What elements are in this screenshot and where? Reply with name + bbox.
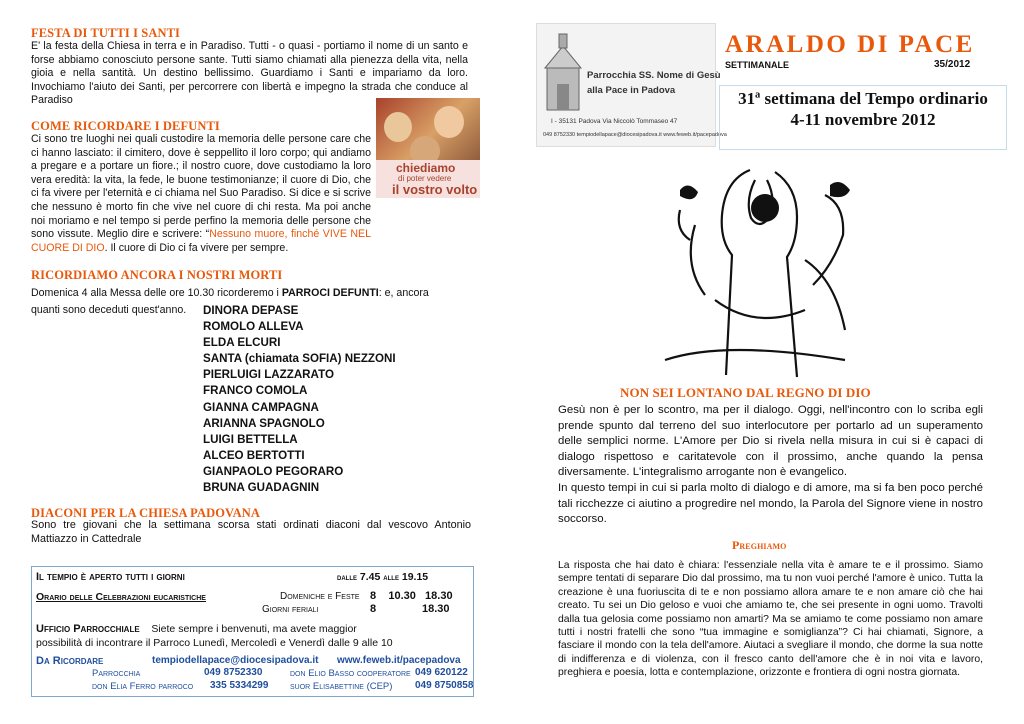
newsletter-title: ARALDO DI PACE	[725, 31, 975, 58]
vangelo-text-2: In questo tempi in cui si parla molto di dialogo e di amore, ma si fa ben poco perché tali ricchezze ci aiutino a progredire nel mondo, la Parola del Signore viene in nostro soccorso.	[558, 482, 983, 526]
week-box	[719, 85, 1007, 150]
church-icon	[541, 32, 585, 112]
name-item: GIANNA CAMPAGNA	[203, 400, 319, 414]
don-elia-tel: 335 5334299	[210, 680, 269, 691]
tempio-row: Il tempio è aperto tutti i giorni	[36, 571, 185, 583]
feriali-times: 8 18.30	[370, 603, 450, 615]
preghiamo-text: La risposta che hai dato è chiara: l'essenziale nella vita è amare te e il prossimo. Siamo sempre tentati di separare Dio dal prossimo, ma tu non vuoi perché l'amore è unico. Tutta la creazione è una fuoriuscita di te e non possiamo allora amare te e non amare ciò che hai creato. Tu sei un Dio geloso e vuoi che amiamo te, che sei presente in ogni uomo. Travolti dalla tua gelosia come possiamo non amarti? Ma se amiamo te come possiamo non amare tutti i nostri fratelli che sono “tua immagine e somiglianza”? Ci hai chiamati, Signore, a fasciare il mondo con la tela dell'amore. Aiutaci a svegliare il mondo, che dorme la sua notte di indifferenza e di violenza, con il fresco canto dell'amore che è in noi vita e lavoro, preghiera e poesia, lotta e contemplazione, orizzonte e frontiera di ogni nostra giornata.	[558, 560, 983, 679]
name-item: ARIANNA SPAGNOLO	[203, 416, 325, 430]
stamp-contacts: 049 8752330 tempiodellapace@diocesipadova.it www.feweb.it/pacepadova	[543, 132, 727, 138]
ricordare-title: COME RICORDARE I DEFUNTI	[31, 119, 220, 133]
morti-intro-2: quanti sono deceduti quest'anno.	[31, 304, 187, 316]
parrocchia-label: Parrocchia	[92, 668, 141, 679]
week-label: 31ª settimana del Tempo ordinario	[738, 89, 988, 108]
ufficio-row: Ufficio Parrocchiale Siete sempre i benvenuti, ma avete maggior	[36, 623, 357, 635]
diaconi-title: DIACONI PER LA CHIESA PADOVANA	[31, 506, 260, 520]
info-box	[31, 566, 474, 697]
preghiamo-title: Preghiamo	[732, 538, 787, 552]
name-item: GIANPAOLO PEGORARO	[203, 464, 344, 478]
jesus-drawing	[655, 150, 860, 382]
email-link[interactable]: tempiodellapace@diocesipadova.it	[152, 655, 319, 666]
diaconi-text: Sono tre giovani che la settimana scorsa stati ordinati diaconi dal vescovo Antonio Mattiazzo in Cattedrale	[31, 519, 471, 545]
feriali-row: Giorni feriali	[262, 604, 319, 615]
week-dates: 4-11 novembre 2012	[790, 110, 936, 129]
festa-text: E' la festa della Chiesa in terra e in Paradiso. Tutti - o quasi - portiamo il nome di un santo e forse abbiamo conosciuto persone sante. Tutti siamo chiamati alla pienezza della vita, nella gioia e nella santità. Un destino bellissimo. Guardiamo i Santi e impariamo da loro. Invochiamo l'aiuto dei Santi, per percorrere con libertà e impegno la strada che conduce al Paradiso	[31, 40, 468, 107]
name-item: LUIGI BETTELLA	[203, 432, 298, 446]
don-elia: don Elia Ferro parroco	[92, 681, 194, 692]
parish-stamp	[536, 23, 727, 147]
name-item: ALCEO BERTOTTI	[203, 448, 305, 462]
morti-intro: Domenica 4 alla Messa delle ore 10.30 ricorderemo i PARROCI DEFUNTI: e, ancora	[31, 287, 429, 299]
name-item: PIERLUIGI LAZZARATO	[203, 368, 334, 382]
suor: suor Elisabettine (CEP)	[290, 681, 393, 692]
name-item: SANTA (chiamata SOFIA) NEZZONI	[203, 352, 396, 366]
stamp-line1: Parrocchia SS. Nome di Gesù	[587, 70, 721, 81]
suor-tel: 049 8750858	[415, 680, 474, 691]
tempio-hours: dalle 7.45 alle 19.15	[337, 571, 429, 583]
saints-caption: chiediamo di poter vedere il vostro volto	[376, 160, 480, 198]
name-item: DINORA DEPASE	[203, 304, 299, 317]
ricordare-text-top: Ci sono tre luoghi nei quali custodire la memoria delle persone care che ci hanno lasciato: il cimitero, dove è seppellito il loro corpo; qui andiamo a pregare e a portare un fiore.; il nostro cuore, dove custodiamo la loro vera eredità: la vita, la fede, le buone testimonianze; il cuore di Dio, che ci fa vivere per l'eternità e ci chiama nel Suo Paradiso. Si dice e si scrive che nessuno è morto fin che vive nel cuore di chi resta. Ma poi anche noi moriamo e nel tempo si perde perfino la memoria delle persone che sono vissute. Meglio dire e scrivere: “Nessuno muore, finché VIVE NEL CUORE DI DIO. Il cuore di Dio ci fa vivere per sempre.	[31, 133, 371, 254]
stamp-address: I - 35131 Padova Via Niccolò Tommaseo 47	[551, 118, 678, 125]
don-elio: don Elio Basso cooperatore	[290, 668, 411, 679]
domeniche-row: Domeniche e Feste	[280, 591, 360, 602]
issue-number: 35/2012	[934, 59, 971, 70]
settimanale-label: SETTIMANALE	[725, 60, 789, 70]
festa-title: FESTA DI TUTTI I SANTI	[31, 26, 181, 40]
ricordare-quote: Nessuno muore, finché VIVE NEL CUORE DI DIO	[31, 228, 371, 254]
parrocchia-tel: 049 8752330	[204, 667, 263, 678]
vangelo-title: NON SEI LONTANO DAL REGNO DI DIO	[620, 385, 871, 400]
morti-title: RICORDIAMO ANCORA I NOSTRI MORTI	[31, 268, 283, 282]
don-elio-tel: 049 620122	[415, 667, 468, 678]
vangelo-text: Gesù non è per lo scontro, ma per il dialogo. Oggi, nell'incontro con lo scriba egli prende spunto dal terreno del suo interlocutore per portarlo ad un superamento delle semplici norme. L'Amore per Dio si rivela nella misura in cui si è capaci di dialogo rispettoso e caritatevole con il prossimo, anche quando la pensa diversamente. L'integralismo arrogante non è evangelico.	[558, 404, 983, 479]
name-item: ROMOLO ALLEVA	[203, 320, 304, 334]
domeniche-times: 8 10.30 18.30	[370, 590, 453, 602]
name-item: ELDA ELCURI	[203, 336, 281, 350]
ricordare-row: Da Ricordare	[36, 655, 104, 667]
stamp-line2: alla Pace in Padova	[587, 85, 676, 96]
ufficio-row-2: possibilità di incontrare il Parroco Lunedì, Mercoledì e Venerdì dalle 9 alle 10	[36, 637, 393, 649]
name-item: FRANCO COMOLA	[203, 384, 308, 398]
web-link[interactable]: www.feweb.it/pacepadova	[337, 655, 461, 666]
names-list	[203, 303, 396, 496]
orario-row: Orario delle Celebrazioni eucaristiche	[36, 591, 206, 603]
name-item: BRUNA GUADAGNIN	[203, 481, 320, 495]
